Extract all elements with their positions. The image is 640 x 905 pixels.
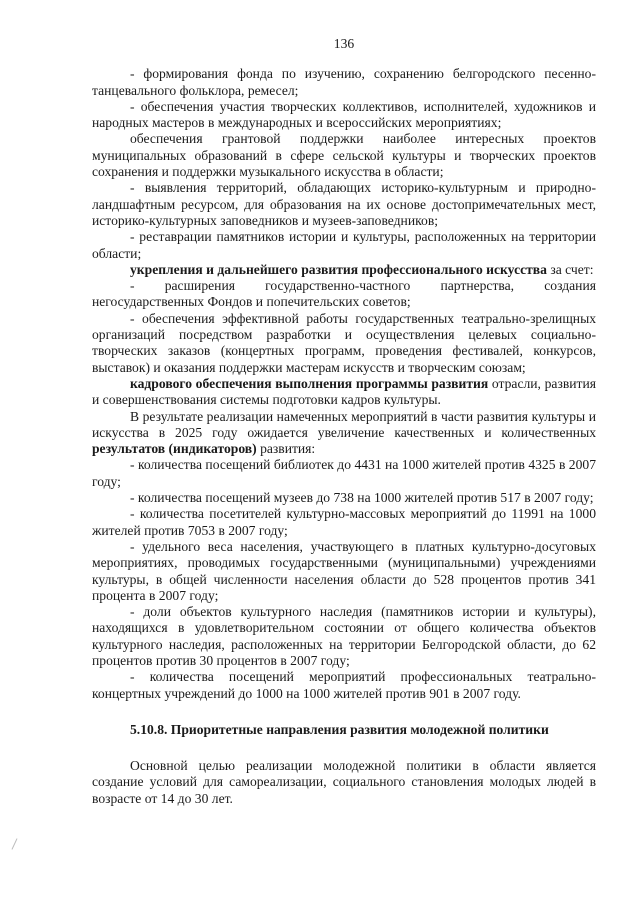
paragraph-partnership: - расширения государственно-частного партнерства, создания негосударственных Фондов и попечительских советов; <box>92 278 596 310</box>
paragraph-participation: - обеспечения участия творческих коллективов, исполнителей, художников и народных мастеров в международных и всероссийских мероприятиях; <box>92 98 596 131</box>
indicator-heritage: - доли объектов культурного наследия (памятников истории и культуры), находящихся в удовлетворительном состоянии от общего количества объектов культурного наследия, расположенных на территории Белгородской области, до 62 процентов против 30 процентов в 2007 году; <box>92 604 596 668</box>
text-professional-art-rest: за счет: <box>546 261 594 277</box>
paragraph-staffing <box>92 376 596 409</box>
bold-results: результатов (индикаторов) <box>92 441 257 457</box>
text-staffing-rest: отрасли, развития и совершенствования системы подготовки кадров культуры. <box>92 375 596 408</box>
bold-professional-art: укрепления и дальнейшего развития профессионального искусства <box>130 261 547 277</box>
paragraph-youth-policy: Основной целью реализации молодежной политики в области является создание условий для самореализации, социального становления молодых людей в возрасте от 14 до 30 лет. <box>92 758 596 806</box>
text-results-end: развития: <box>256 441 316 457</box>
section-heading: 5.10.8. Приоритетные направления развития молодежной политики <box>130 721 549 737</box>
paragraph-territories: - выявления территорий, обладающих историко-культурным и природно-ландшафтным ресурсом, для образования на их основе достопримечательных мест, историко-культурных заповедников и музеев-заповедников; <box>92 180 596 228</box>
indicator-libraries: - количества посещений библиотек до 4431 на 1000 жителей против 4325 в 2007 году; <box>92 457 596 489</box>
paragraph-theatre: - обеспечения эффективной работы государственных театрально-зрелищных организаций посредством разработки и осуществления целевых социально-творческих заказов (концертных программ, проведения фестивалей, конкурсов, выставок) и оказания поддержки мастерам искусств и творческим союзам; <box>92 310 596 375</box>
page-number: 136 <box>333 36 355 51</box>
paragraph-results <box>92 409 596 458</box>
text-results-start: В результате реализации намеченных мероприятий в части развития культуры и искусства в 2025 году ожидается увеличение качественных и количественных <box>92 408 596 440</box>
indicator-events: - количества посетителей культурно-массовых мероприятий до 11991 на 1000 жителей против 7053 в 2007 году; <box>92 506 596 538</box>
paragraph-professional-art <box>92 262 596 278</box>
indicator-paid-events: - удельного веса населения, участвующего в платных культурно-досуговых мероприятиях, проводимых государственными (муниципальными) учреждениями культуры, в общей численности населения области до 528 процентов против 341 процента в 2007 году; <box>92 538 596 603</box>
indicator-theatre-visits: - количества посещений мероприятий профессиональных театрально-концертных учреждений до 1000 на 1000 жителей против 901 в 2007 году. <box>92 669 596 701</box>
paragraph-folklore: - формирования фонда по изучению, сохранению белгородского песенно-танцевального фольклора, ремесел; <box>92 66 596 98</box>
bold-staffing: кадрового обеспечения выполнения программы развития <box>130 375 489 391</box>
scan-mark <box>12 838 18 849</box>
indicator-museums: - количества посещений музеев до 738 на 1000 жителей против 517 в 2007 году; <box>130 490 594 506</box>
paragraph-grants: обеспечения грантовой поддержки наиболее интересных проектов муниципальных образований в сфере сельской культуры и творческих проектов сохранения и поддержки музыкального искусства в области; <box>92 131 596 180</box>
paragraph-restoration: - реставрации памятников истории и культуры, расположенных на территории области; <box>92 229 596 261</box>
